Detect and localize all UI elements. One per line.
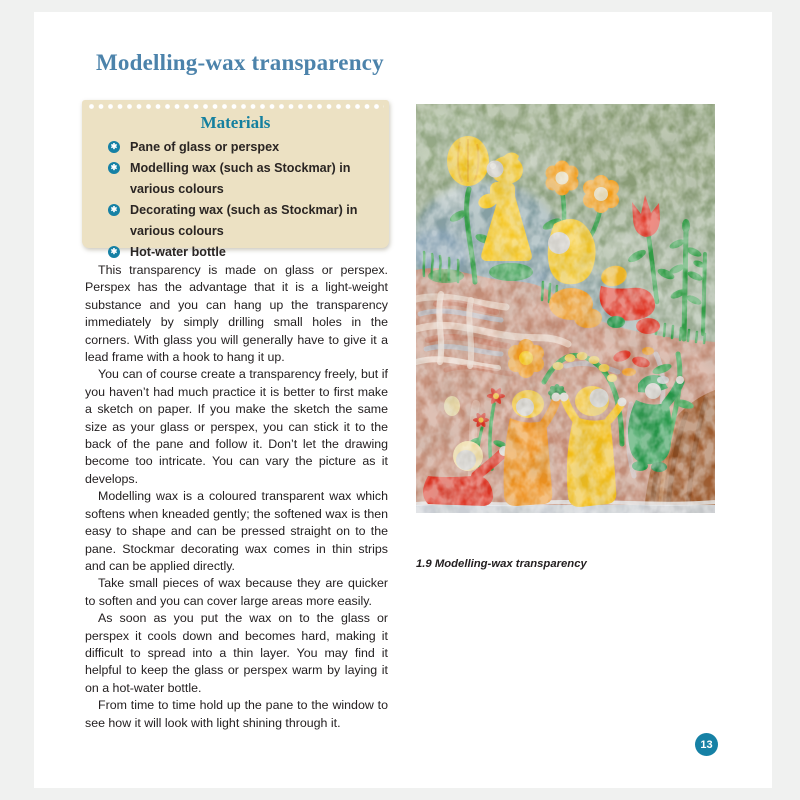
modelling-wax-painting-image bbox=[416, 104, 715, 513]
star-glyph: ✱ bbox=[110, 247, 118, 256]
materials-item-label: Hot-water bottle bbox=[130, 245, 226, 259]
page-number-badge bbox=[695, 733, 718, 756]
star-bullet-icon bbox=[108, 141, 120, 153]
materials-list-item bbox=[108, 137, 371, 158]
page-title: Modelling-wax transparency bbox=[96, 50, 384, 75]
book-page bbox=[34, 12, 772, 788]
star-glyph: ✱ bbox=[110, 205, 118, 214]
materials-item-label: Decorating wax (such as Stockmar) in various colours bbox=[130, 203, 358, 238]
materials-list-item bbox=[108, 200, 371, 242]
materials-item-label: Pane of glass or perspex bbox=[130, 140, 280, 154]
materials-list-item bbox=[108, 242, 371, 263]
wax-painting-figure bbox=[416, 104, 715, 513]
materials-heading: Materials bbox=[200, 113, 271, 132]
materials-box bbox=[82, 100, 389, 259]
torn-paper-edge bbox=[87, 103, 384, 111]
body-paragraph: From time to time hold up the pane to the window to see how it will look with light shining through it. bbox=[85, 698, 388, 730]
star-glyph: ✱ bbox=[110, 142, 118, 151]
materials-list bbox=[82, 137, 389, 263]
body-paragraph: This transparency is made on glass or perspex. Perspex has the advantage that it is a light-weight substance and you can hang up the transparency immediately by simply drilling small holes in the corners. With glass you will generally have to give it a lead frame with a hook to hang it up. bbox=[85, 263, 388, 365]
star-bullet-icon bbox=[108, 246, 120, 258]
star-bullet-icon bbox=[108, 162, 120, 174]
materials-item-label: Modelling wax (such as Stockmar) in various colours bbox=[130, 161, 351, 196]
star-glyph: ✱ bbox=[110, 163, 118, 172]
body-text-column bbox=[85, 262, 388, 732]
body-paragraph: As soon as you put the wax on to the glass or perspex it cools down and becomes hard, making it difficult to spread into a thin layer. You may find it helpful to keep the glass or perspex warm by laying it on a hot-water bottle. bbox=[85, 611, 388, 695]
body-paragraph: Modelling wax is a coloured transparent wax which softens when kneaded gently; the softened wax is then easy to shape and can be pressed straight on to the pane. Stockmar decorating wax comes in thin strips and can be applied directly. bbox=[85, 489, 388, 573]
body-paragraph: You can of course create a transparency freely, but if you haven’t had much practice it is better to first make a sketch on paper. If you make the sketch the same size as your glass or perspex, you can stick it to the back of the pane and follow it. Don’t let the drawing become too intricate. You can vary the picture as it develops. bbox=[85, 367, 388, 486]
star-bullet-icon bbox=[108, 204, 120, 216]
page-number: 13 bbox=[700, 738, 713, 751]
materials-list-item bbox=[108, 158, 371, 200]
body-paragraph: Take small pieces of wax because they are quicker to soften and you can cover large areas more easily. bbox=[85, 576, 388, 608]
figure-caption: 1.9 Modelling-wax transparency bbox=[416, 558, 587, 570]
